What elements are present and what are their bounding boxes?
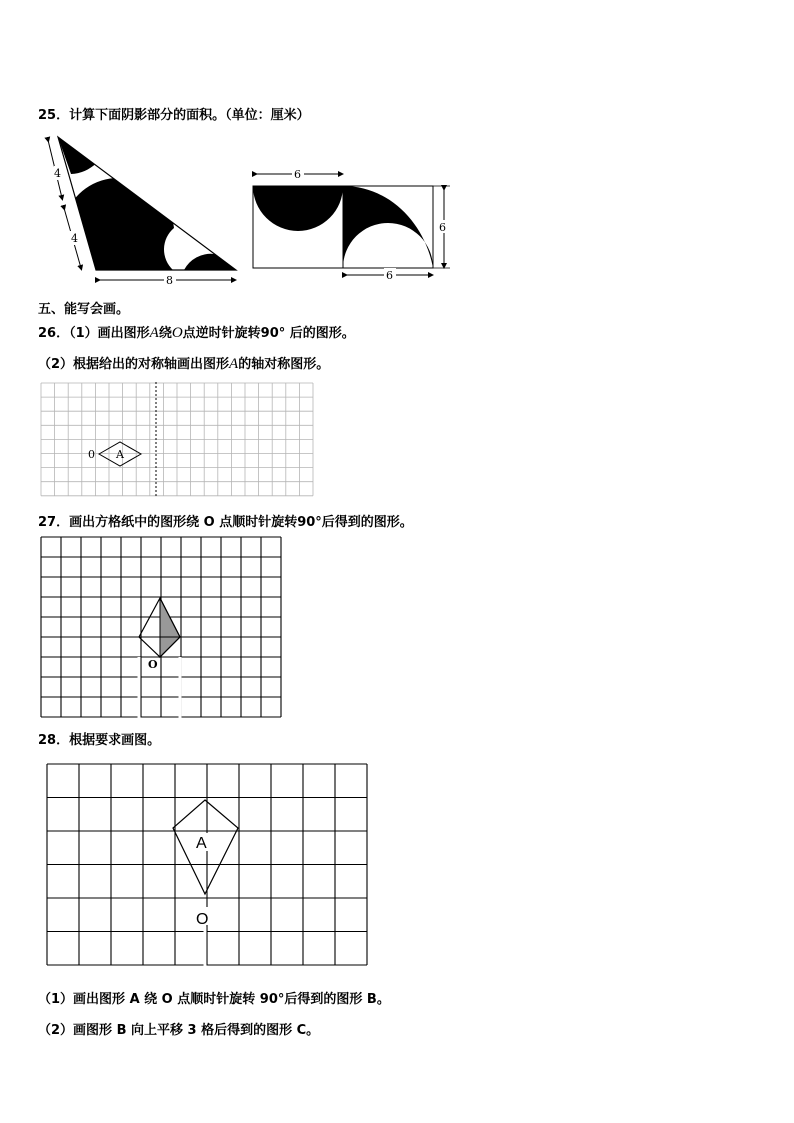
shape-a-label: A xyxy=(116,448,124,461)
label-base: 8 xyxy=(166,274,173,287)
q27-grid xyxy=(40,536,282,720)
q26-part1: 26．（1）画出图形A绕O点逆时针旋转90° 后的图形。 xyxy=(38,325,355,341)
point-o-label: O xyxy=(196,911,209,928)
label-top: 6 xyxy=(294,168,301,181)
shape-a-label: A xyxy=(196,835,207,852)
label-right: 6 xyxy=(439,221,446,234)
point-o-label: O xyxy=(148,658,158,671)
label-side-bottom: 4 xyxy=(71,232,78,245)
q28-part1: （1）画出图形 A 绕 O 点顺时针旋转 90°后得到的图形 B。 xyxy=(38,992,390,1007)
point-o-label: 0 xyxy=(88,448,95,461)
q28-grid xyxy=(46,762,370,968)
q25-triangle-figure xyxy=(36,128,246,290)
q27-prompt: 27．画出方格纸中的图形绕 O 点顺时针旋转90°后得到的图形。 xyxy=(38,515,413,530)
shaded-leaf-right xyxy=(343,186,433,268)
q28-part2: （2）画图形 B 向上平移 3 格后得到的图形 C。 xyxy=(38,1023,320,1038)
section5-title: 五、能写会画。 xyxy=(38,302,130,317)
shaded-semicircle-left xyxy=(253,186,343,231)
q26-part2: （2）根据给出的对称轴画出图形A的轴对称图形。 xyxy=(38,356,330,372)
q26-grid xyxy=(40,382,315,499)
q28-prompt: 28．根据要求画图。 xyxy=(38,733,161,748)
shaded-half-kite xyxy=(160,598,180,657)
q25-rectangle-figure xyxy=(250,164,460,284)
q25-prompt: 25．计算下面阴影部分的面积。（单位：厘米） xyxy=(38,108,310,123)
label-side-top: 4 xyxy=(54,167,61,180)
label-bottom: 6 xyxy=(386,269,393,282)
